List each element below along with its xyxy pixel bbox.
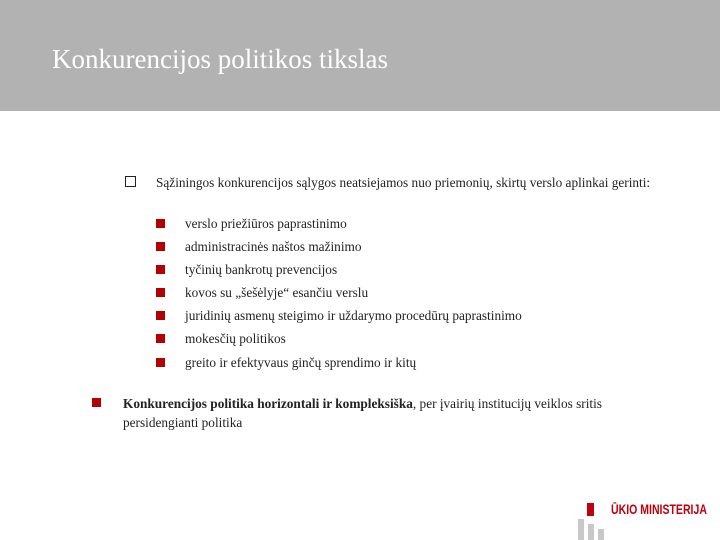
red-square-bullet-icon bbox=[156, 358, 165, 367]
list-item: verslo priežiūros paprastinimo bbox=[185, 216, 347, 231]
list-item: tyčinių bankrotų prevencijos bbox=[185, 262, 338, 277]
intro-paragraph: Sąžiningos konkurencijos sąlygos neatsiejamos nuo priemonių, skirtų verslo aplinkai gerinti: bbox=[156, 175, 651, 190]
second-paragraph-bold: Konkurencijos politika horizontali ir kompleksiška bbox=[123, 396, 413, 411]
list-item: greito ir efektyvaus ginčų sprendimo ir kitų bbox=[185, 355, 417, 370]
red-square-bullet-icon bbox=[92, 398, 101, 407]
second-paragraph-rest: , per įvairių institucijų veiklos sritis persidengianti politika bbox=[123, 396, 602, 430]
logo-grey-bar bbox=[578, 519, 584, 540]
logo-red-bar bbox=[587, 503, 594, 516]
hollow-square-bullet-icon bbox=[125, 176, 136, 187]
red-square-bullet-icon bbox=[156, 242, 165, 251]
red-square-bullet-icon bbox=[156, 219, 165, 228]
red-square-bullet-icon bbox=[156, 334, 165, 343]
red-square-bullet-icon bbox=[156, 265, 165, 274]
title-banner bbox=[0, 0, 720, 111]
second-paragraph bbox=[123, 394, 668, 432]
logo-text: ŪKIO MINISTERIJA bbox=[611, 502, 707, 517]
list-item: kovos su „šešėlyje“ esančiu verslu bbox=[185, 285, 369, 300]
red-square-bullet-icon bbox=[156, 288, 165, 297]
red-square-bullet-icon bbox=[156, 311, 165, 320]
list-item: juridinių asmenų steigimo ir uždarymo procedūrų paprastinimo bbox=[185, 308, 522, 323]
logo-grey-bar bbox=[588, 524, 594, 540]
list-item: administracinės naštos mažinimo bbox=[185, 239, 362, 254]
logo-grey-bar bbox=[598, 529, 604, 540]
slide-title: Konkurencijos politikos tikslas bbox=[52, 44, 388, 74]
list-item: mokesčių politikos bbox=[185, 331, 286, 346]
